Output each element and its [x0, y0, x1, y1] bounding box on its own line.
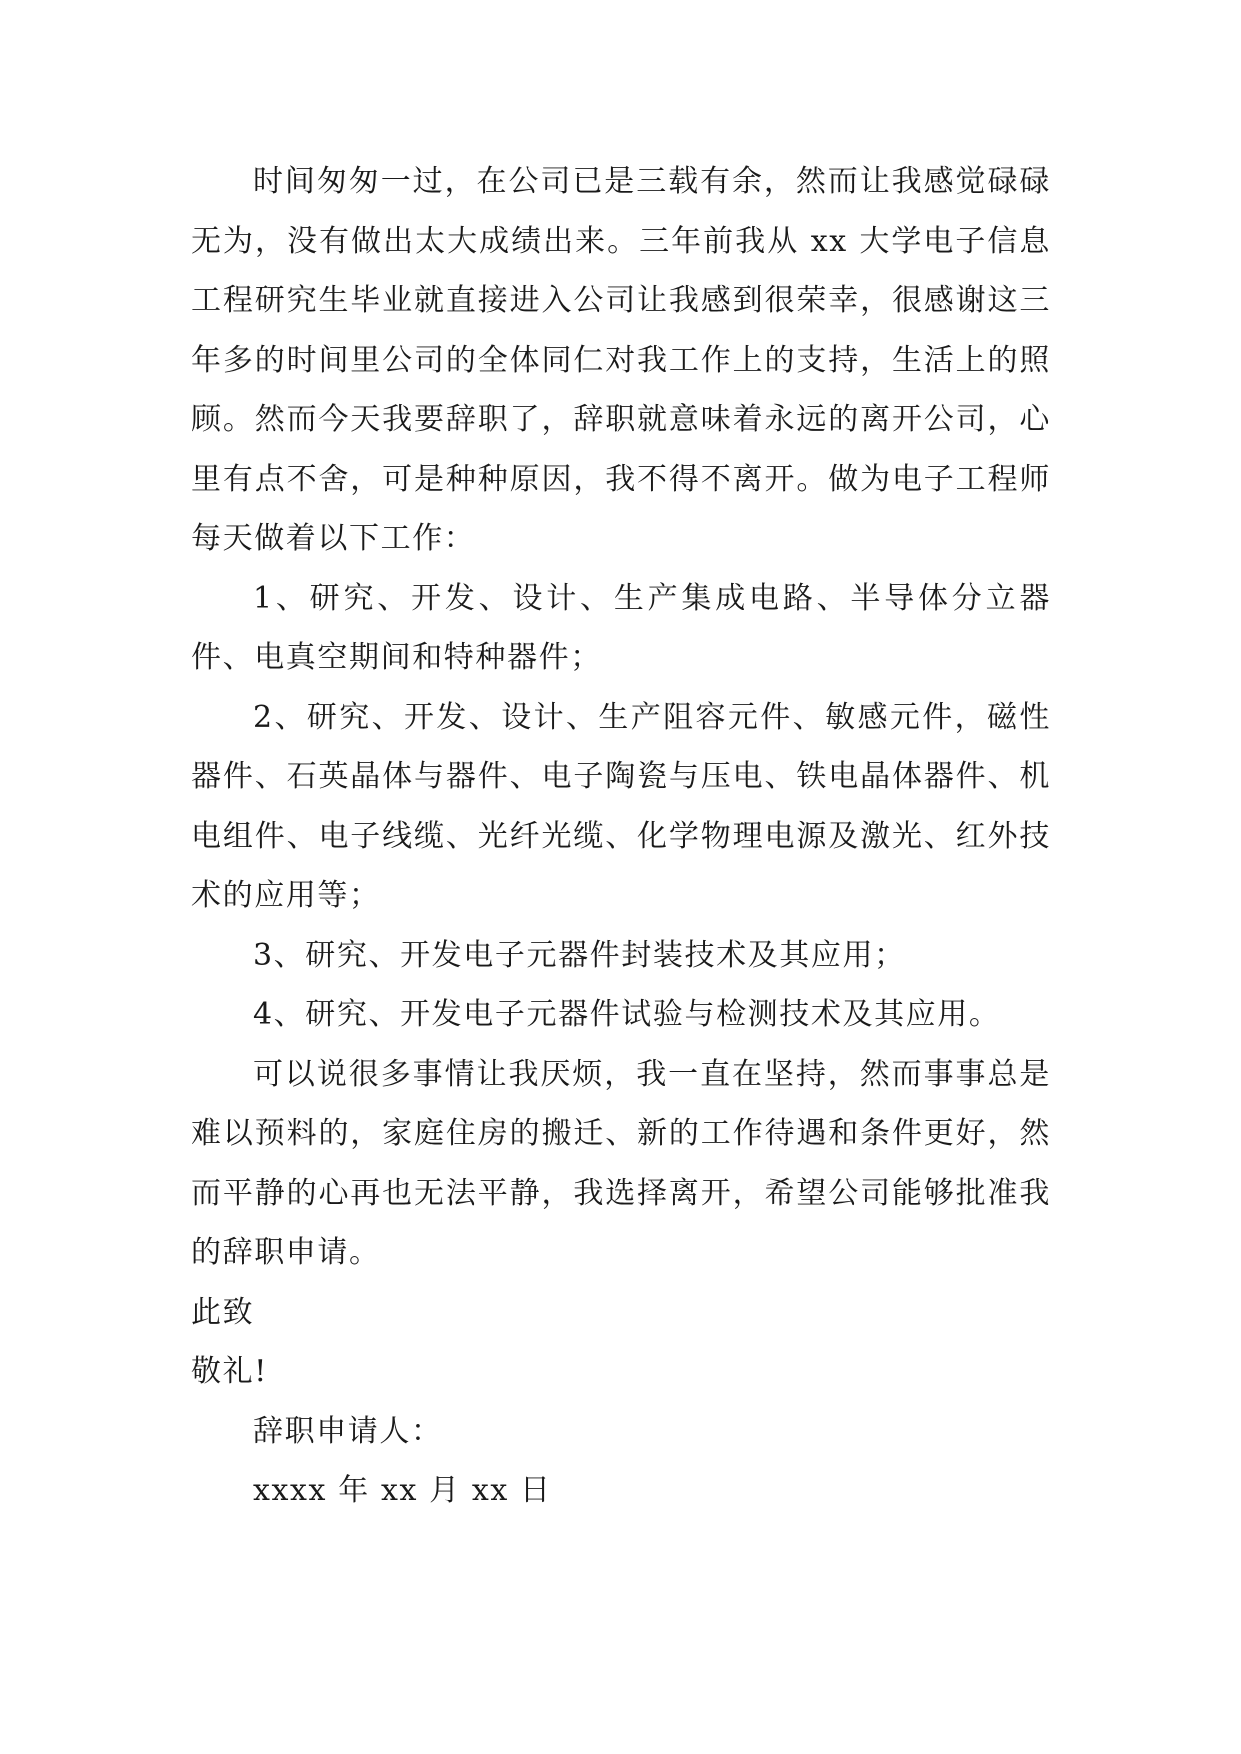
signature-label: 辞职申请人：	[253, 1413, 443, 1449]
closing-salutation: 此致	[191, 1294, 255, 1330]
duty-item-1: 1、研究、开发、设计、生产集成电路、半导体分立器件、电真空期间和特种器件；	[191, 580, 1051, 675]
reason-paragraph: 可以说很多事情让我厌烦，我一直在坚持，然而事事总是难以预料的，家庭住房的搬迁、新的工作待遇和条件更好，然而平静的心再也无法平静，我选择离开，希望公司能够批准我的辞职申请。	[191, 1056, 1051, 1270]
intro-paragraph: 时间匆匆一过，在公司已是三载有余，然而让我感觉碌碌无为，没有做出太大成绩出来。三年前我从 xx 大学电子信息工程研究生毕业就直接进入公司让我感到很荣幸，很感谢这三年多的时间里公司的全体同仁对我工作上的支持，生活上的照顾。然而今天我要辞职了，辞职就意味着永远的离开公司，心里有点不舍，可是种种原因，我不得不离开。做为电子工程师每天做着以下工作：	[191, 164, 1051, 556]
signature-date: xxxx 年 xx 月 xx 日	[253, 1473, 552, 1508]
duty-item-2: 2、研究、开发、设计、生产阻容元件、敏感元件，磁性器件、石英晶体与器件、电子陶瓷与压电、铁电晶体器件、机电组件、电子线缆、光纤光缆、化学物理电源及激光、红外技术的应用等；	[191, 699, 1051, 913]
letter-body	[191, 152, 1051, 1521]
duty-item-3: 3、研究、开发电子元器件封装技术及其应用；	[253, 937, 906, 973]
closing-regards: 敬礼!	[191, 1354, 268, 1389]
duty-item-4: 4、研究、开发电子元器件试验与检测技术及其应用。	[253, 997, 1001, 1032]
